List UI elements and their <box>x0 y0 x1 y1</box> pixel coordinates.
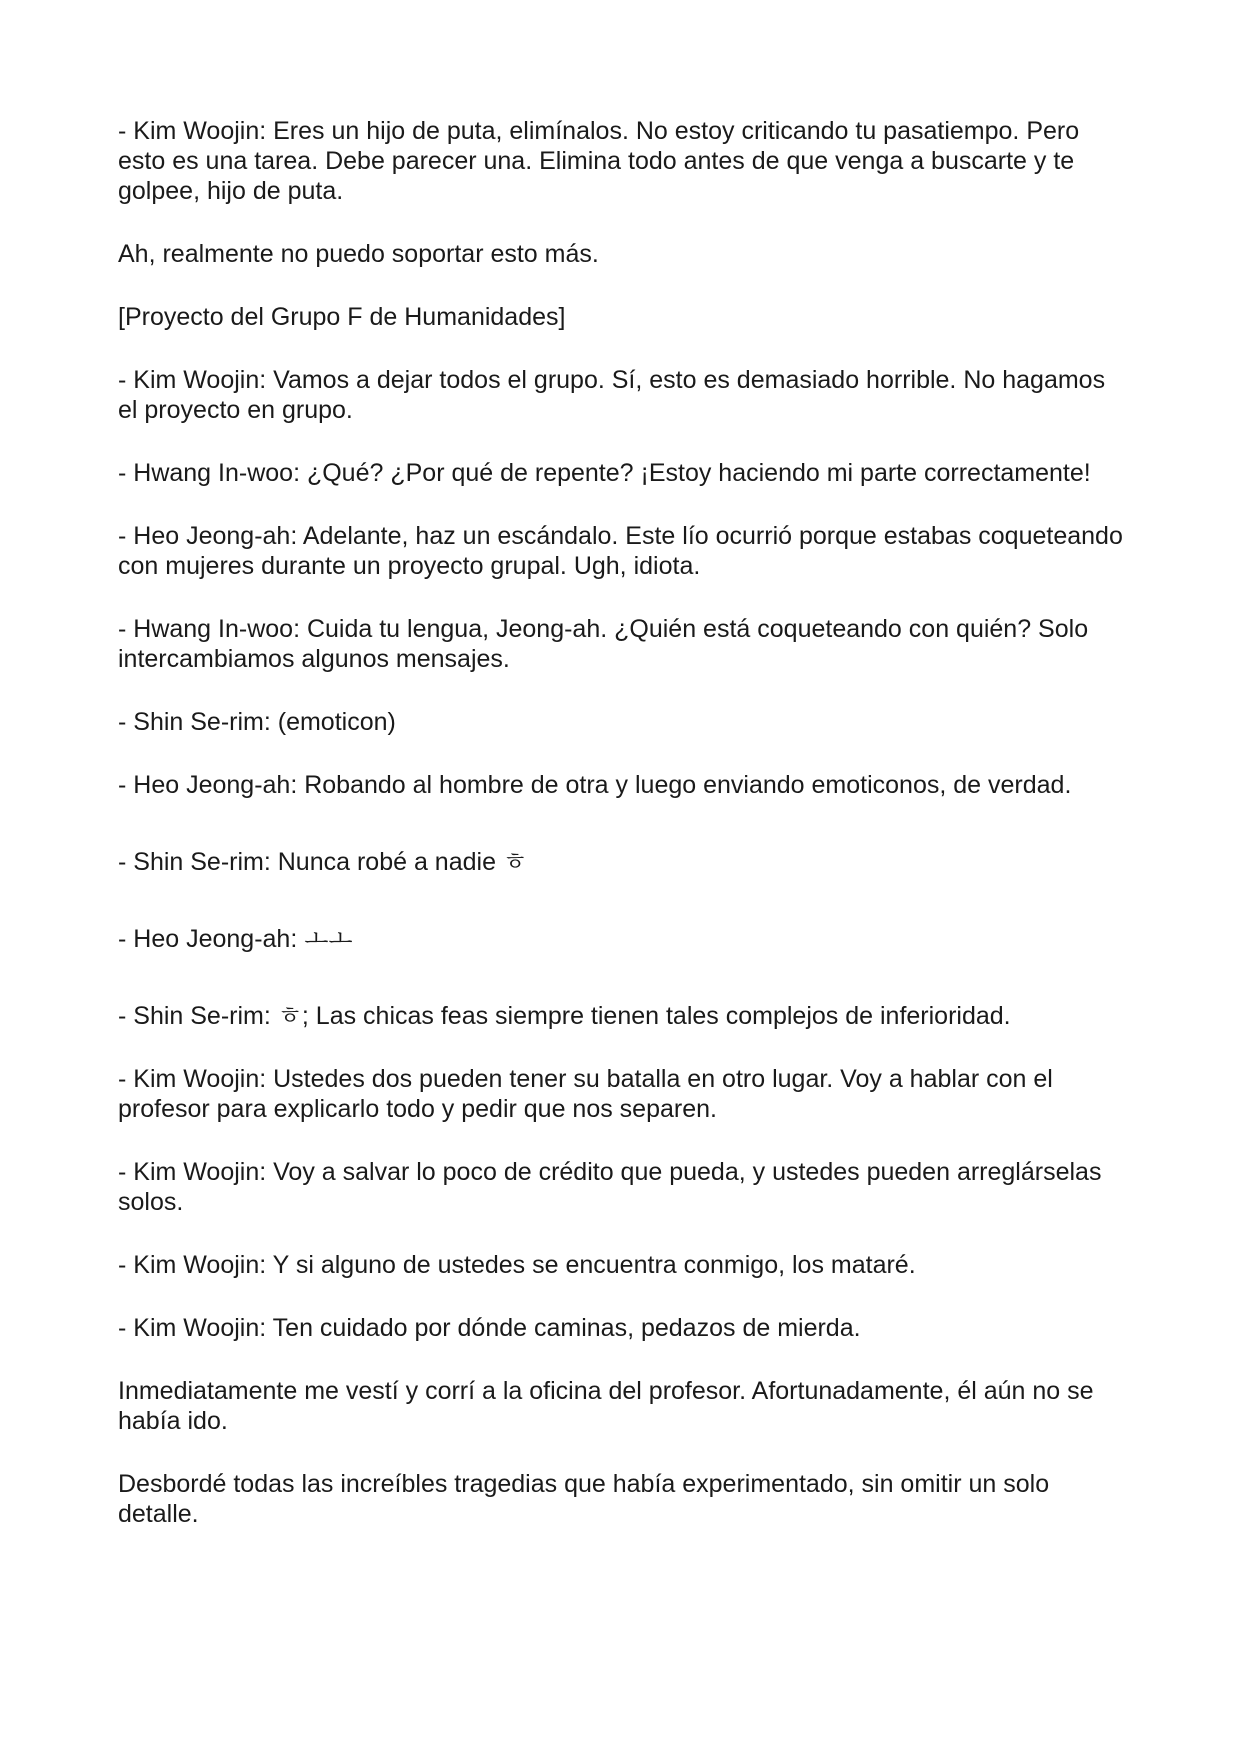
paragraph-5: - Hwang In-woo: ¿Qué? ¿Por qué de repente? ¡Estoy haciendo mi parte correctamente! <box>118 459 1091 487</box>
paragraph-1: - Kim Woojin: Eres un hijo de puta, elimínalos. No estoy criticando tu pasatiempo. Pero esto es una tarea. Debe parecer una. Elimina todo antes de que venga a buscarte y te golpee, hijo de puta. <box>118 117 1087 205</box>
paragraph-6: - Heo Jeong-ah: Adelante, haz un escándalo. Este lío ocurrió porque estabas coqueteando con mujeres durante un proyecto grupal. Ugh, idiota. <box>118 522 1130 580</box>
paragraph-12: - Shin Se-rim: ㅎ; Las chicas feas siempre tienen tales complejos de inferioridad. <box>118 1002 1011 1030</box>
paragraph-7: - Hwang In-woo: Cuida tu lengua, Jeong-ah. ¿Quién está coqueteando con quién? Solo intercambiamos algunos mensajes. <box>118 615 1096 673</box>
paragraph-17: Inmediatamente me vestí y corrí a la oficina del profesor. Afortunadamente, él aún no se había ido. <box>118 1377 1101 1435</box>
paragraph-3: [Proyecto del Grupo F de Humanidades] <box>118 303 566 331</box>
paragraph-9: - Heo Jeong-ah: Robando al hombre de otra y luego enviando emoticonos, de verdad. <box>118 771 1072 799</box>
paragraph-8: - Shin Se-rim: (emoticon) <box>118 708 396 736</box>
document-page <box>118 116 1128 1529</box>
paragraph-15: - Kim Woojin: Y si alguno de ustedes se encuentra conmigo, los mataré. <box>118 1251 916 1279</box>
paragraph-4: - Kim Woojin: Vamos a dejar todos el grupo. Sí, esto es demasiado horrible. No hagamos el proyecto en grupo. <box>118 366 1113 424</box>
paragraph-18: Desbordé todas las increíbles tragedias que había experimentado, sin omitir un solo detalle. <box>118 1470 1057 1528</box>
paragraph-2: Ah, realmente no puedo soportar esto más. <box>118 240 599 268</box>
paragraph-10: - Shin Se-rim: Nunca robé a nadie ㅎ <box>118 848 528 876</box>
paragraph-16: - Kim Woojin: Ten cuidado por dónde caminas, pedazos de mierda. <box>118 1314 861 1342</box>
paragraph-11: - Heo Jeong-ah: ㅗㅗ <box>118 925 353 953</box>
paragraph-14: - Kim Woojin: Voy a salvar lo poco de crédito que pueda, y ustedes pueden arreglárselas solos. <box>118 1158 1109 1216</box>
paragraph-13: - Kim Woojin: Ustedes dos pueden tener su batalla en otro lugar. Voy a hablar con el profesor para explicarlo todo y pedir que nos separen. <box>118 1065 1060 1123</box>
